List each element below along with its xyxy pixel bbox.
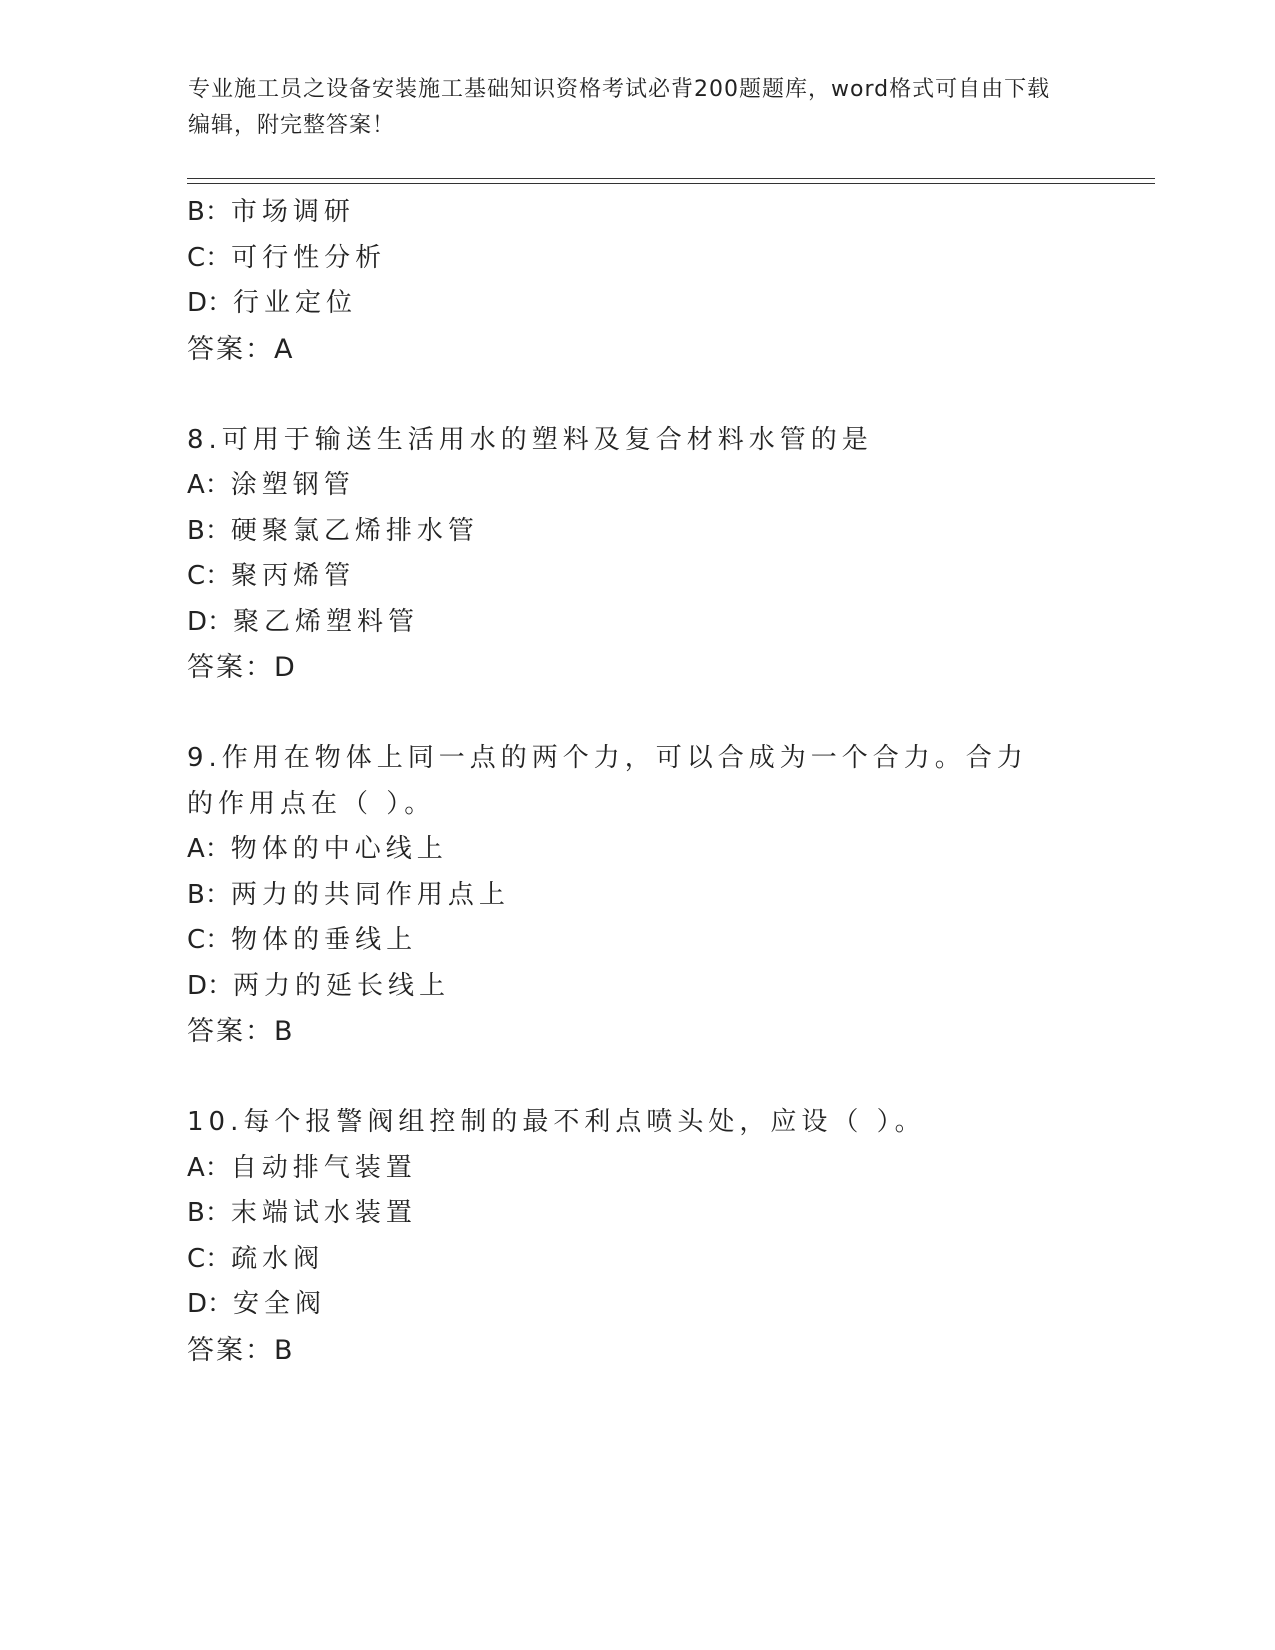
option-text: 末端试水装置	[230, 1198, 417, 1228]
option-key: A：	[187, 1152, 231, 1183]
option-text: 行业定位	[233, 288, 358, 318]
option-key: C：	[187, 925, 232, 955]
option-b	[187, 190, 1087, 236]
option-a	[187, 463, 1087, 509]
option-c	[187, 918, 1087, 964]
option-key: D：	[187, 1289, 234, 1319]
question-gap	[187, 372, 1087, 418]
question-block-10	[187, 1100, 1087, 1373]
question-block-prev	[187, 190, 1087, 372]
question-block-8	[187, 418, 1087, 691]
question-stem: 10.每个报警阀组控制的最不利点喷头处，应设（ ）。	[187, 1107, 926, 1137]
option-text: 物体的垂线上	[231, 925, 418, 955]
option-c	[187, 236, 1087, 282]
option-b	[187, 1191, 1087, 1237]
option-text: 两力的共同作用点上	[230, 879, 510, 910]
option-key: C：	[187, 561, 232, 591]
question-stem: 8.可用于输送生活用水的塑料及复合材料水管的是	[187, 424, 873, 455]
option-text: 硬聚氯乙烯排水管	[230, 515, 479, 546]
option-d	[187, 964, 1087, 1010]
header-rule-top	[187, 178, 1155, 179]
option-text: 市场调研	[230, 197, 355, 227]
option-d	[187, 1282, 1087, 1328]
option-text: 自动排气装置	[230, 1152, 417, 1183]
option-key: B：	[187, 879, 231, 910]
option-text: 涂塑钢管	[230, 470, 355, 500]
option-text: 聚丙烯管	[231, 561, 356, 591]
option-text: 聚乙烯塑料管	[233, 606, 420, 637]
option-d	[187, 600, 1087, 646]
answer-line: 答案：B	[187, 1334, 295, 1366]
option-b	[187, 509, 1087, 555]
option-text: 疏水阀	[231, 1243, 325, 1274]
option-text: 两力的延长线上	[233, 970, 451, 1001]
option-key: B：	[187, 197, 231, 227]
answer-line: 答案：B	[187, 1016, 295, 1047]
option-key: D：	[187, 606, 234, 637]
option-d	[187, 281, 1087, 327]
option-key: A：	[187, 834, 231, 864]
question-gap	[187, 691, 1087, 737]
option-c	[187, 1237, 1087, 1283]
question-gap	[187, 1055, 1087, 1101]
option-key: C：	[187, 1243, 232, 1274]
option-key: A：	[187, 470, 231, 500]
option-key: C：	[187, 242, 232, 273]
option-key: B：	[187, 515, 231, 546]
option-a	[187, 827, 1087, 873]
option-key: D：	[187, 970, 234, 1001]
option-key: D：	[187, 288, 234, 318]
answer-line: 答案：D	[187, 652, 297, 683]
option-a	[187, 1146, 1087, 1192]
option-key: B：	[187, 1198, 231, 1228]
option-c	[187, 554, 1087, 600]
question-list	[187, 190, 1087, 1373]
option-b	[187, 873, 1087, 919]
document-header: 专业施工员之设备安装施工基础知识资格考试必背200题题库，word格式可自由下载编辑，附完整答案！	[188, 77, 1051, 138]
answer-line: 答案：A	[187, 333, 295, 365]
option-text: 可行性分析	[231, 242, 387, 273]
option-text: 物体的中心线上	[230, 834, 448, 864]
option-text: 安全阀	[233, 1289, 327, 1319]
question-block-9	[187, 736, 1087, 1055]
question-stem: 9.作用在物体上同一点的两个力，可以合成为一个合力。合力的作用点在（ ）。	[187, 743, 1028, 819]
header-rule-bottom	[187, 183, 1155, 184]
